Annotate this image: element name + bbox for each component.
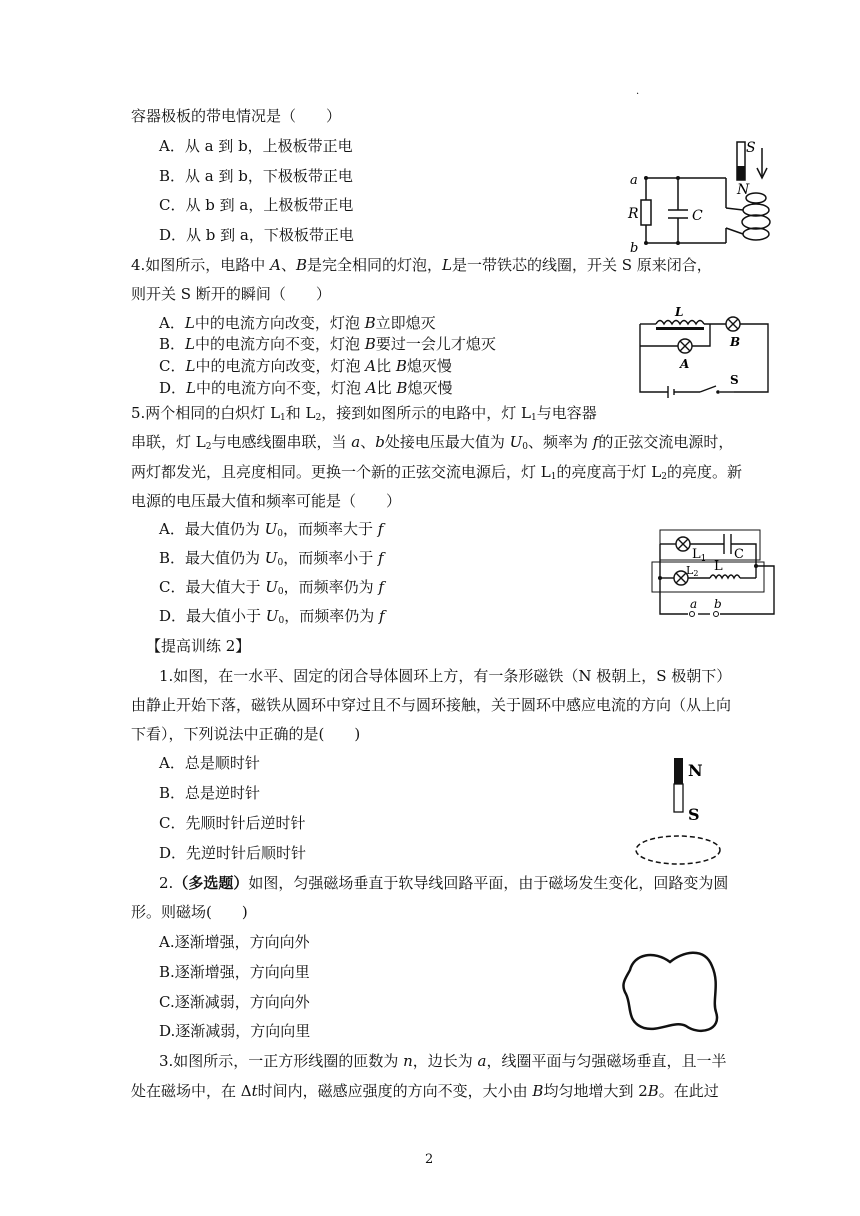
q4-option-c: C．L中的电流方向改变，灯泡 A比 B熄灭慢	[159, 357, 452, 375]
q5-option-d: D．最大值小于 $U_0$，而频率仍为 f	[159, 607, 385, 626]
fig1-label-b: b	[630, 241, 639, 252]
q5-stem-line1: 5.两个相同的白炽灯 $L_1$和 $L_2$，接到如图所示的电路中，灯 $L_1$与电容器	[131, 404, 597, 423]
fig3-label-b: b	[714, 597, 722, 611]
p3-stem-line2: 处在磁场中，在 Δt时间内，磁感应强度的方向不变，大小由 B均匀地增大到 2B。在此过	[131, 1082, 719, 1100]
fig2-label-S: S	[730, 373, 739, 387]
p1-option-a: A．总是顺时针	[159, 754, 260, 772]
page-number: 2	[425, 1152, 434, 1167]
p2-option-d: D.逐渐减弱，方向向里	[159, 1022, 311, 1040]
fig1-label-S: S	[746, 140, 756, 156]
p1-option-d: D．先逆时针后顺时针	[159, 844, 307, 862]
p1-stem-line3: 下看），下列说法中正确的是( )	[131, 725, 361, 743]
q5-stem-line2: 串联，灯 $L_2$与电感线圈串联，当 a、b处接电压最大值为 $U_0$、频率为 f的正弦交流电源时，	[131, 433, 734, 452]
top-dot: .	[636, 86, 640, 97]
p2-stem-line1: 2.（多选题）如图，匀强磁场垂直于软导线回路平面，由于磁场发生变化，回路变为圆	[159, 874, 729, 892]
fig1-label-N: N	[737, 182, 750, 198]
q5-option-a: A．最大值仍为 $U_0$，而频率大于 f	[159, 520, 384, 539]
figure-capacitor-inductor-lamps	[640, 524, 776, 618]
p3-stem-line1: 3.如图所示，一正方形线圈的匝数为 n，边长为 a，线圈平面与匀强磁场垂直，且一半	[159, 1052, 727, 1070]
fig3-label-C: C	[734, 547, 744, 562]
fig3-label-L: L	[714, 559, 723, 574]
q3-option-a: A．从 a 到 b，上极板带正电	[159, 137, 353, 155]
p2-option-c: C.逐渐减弱，方向向外	[159, 993, 310, 1011]
fig1-label-C: C	[692, 208, 703, 224]
figure-wire-loop	[612, 940, 732, 1040]
p2-stem-line2: 形。则磁场( )	[131, 903, 248, 921]
q3-option-c: C．从 b 到 a，上极板带正电	[159, 196, 354, 214]
q4-option-b: B．L中的电流方向不变，灯泡 B要过一会儿才熄灭	[159, 335, 496, 353]
fig2-label-B: B	[730, 335, 741, 349]
fig3-label-L1: $L_1$	[692, 547, 707, 564]
p1-stem-line1: 1.如图，在一水平、固定的闭合导体圆环上方，有一条形磁铁（N 极朝上，S 极朝下）	[159, 667, 732, 685]
p2-option-a: A.逐渐增强，方向向外	[159, 933, 310, 951]
section-heading: 【提高训练 2】	[146, 637, 251, 655]
fig1-label-R: R	[628, 206, 639, 222]
fig3-label-a: a	[690, 597, 698, 611]
q5-option-c: C．最大值大于 $U_0$，而频率仍为 f	[159, 578, 384, 597]
q3-option-d: D．从 b 到 a，下极板带正电	[159, 226, 354, 244]
q4-stem-line1: 4.如图所示，电路中 A、B是完全相同的灯泡，L是一带铁芯的线圈，开关 S 原来闭合，	[131, 256, 712, 274]
figure-rc-coil-circuit	[622, 136, 772, 252]
q4-option-a: A．L中的电流方向改变，灯泡 B立即熄灭	[159, 314, 436, 332]
p1-stem-line2: 由静止开始下落，磁铁从圆环中穿过且不与圆环接触，关于圆环中感应电流的方向（从上向	[131, 696, 732, 714]
fig4-label-S: S	[688, 805, 700, 824]
fig2-label-L: L	[675, 306, 684, 319]
figure-inductor-lamp-circuit	[634, 306, 774, 398]
q5-stem-line3: 两灯都发光，且亮度相同。更换一个新的正弦交流电源后，灯 $L_1$的亮度高于灯 $L_2$的亮度。新	[131, 463, 742, 482]
q3-stem-tail: 容器极板的带电情况是（ ）	[131, 107, 342, 125]
figure-magnet-ring	[630, 754, 730, 870]
fig2-label-A: A	[680, 357, 690, 371]
fig4-label-N: N	[688, 761, 703, 780]
p2-option-b: B.逐渐增强，方向向里	[159, 963, 310, 981]
q4-stem-line2: 则开关 S 断开的瞬间（ ）	[131, 285, 331, 303]
fig1-label-a: a	[630, 173, 638, 188]
q4-option-d: D．L中的电流方向不变，灯泡 A比 B熄灭慢	[159, 379, 453, 397]
p1-option-c: C．先顺时针后逆时针	[159, 814, 306, 832]
q5-stem-line4: 电源的电压最大值和频率可能是（ ）	[131, 492, 402, 510]
fig3-label-L2: L2	[686, 564, 699, 578]
q5-option-b: B．最大值仍为 $U_0$，而频率小于 f	[159, 549, 384, 568]
q3-option-b: B．从 a 到 b，下极板带正电	[159, 167, 353, 185]
p1-option-b: B．总是逆时针	[159, 784, 261, 802]
